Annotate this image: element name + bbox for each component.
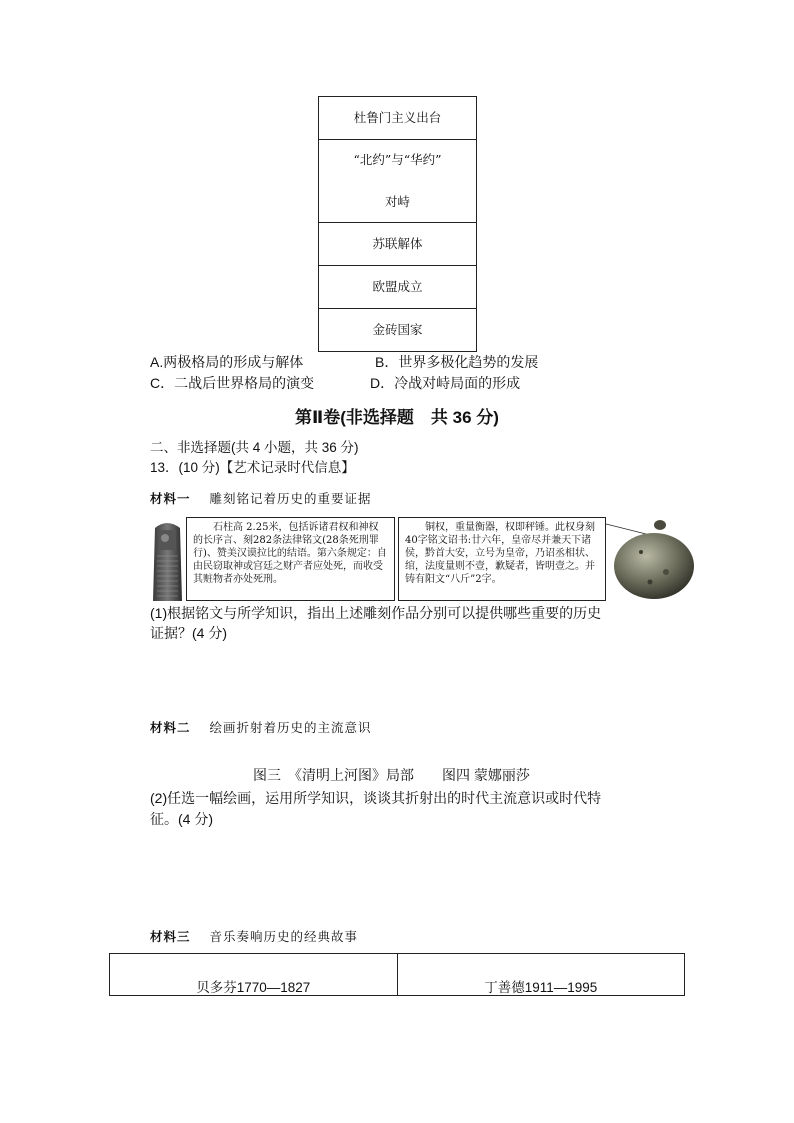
music-cell-beethoven: 贝多芬1770—1827 bbox=[196, 980, 311, 995]
material-2-text: 绘画折射着历史的主流意识 bbox=[209, 720, 372, 735]
option-d: D．冷战对峙局面的形成 bbox=[370, 375, 521, 391]
material-1-label: 材料一 bbox=[150, 491, 191, 506]
inscription-right-box: 铜权，重量衡器，权即秤锤。此权身刻40字铭文诏书:廿六年，皇帝尽并兼天下诸侯，黔首大安，立号为皇帝，乃诏丞相状、绾，法度量则不壹，歉疑者，皆明壹之。并铸有阳文“八斤”2字。 bbox=[398, 517, 606, 601]
material-3-text: 音乐奏响历史的经典故事 bbox=[209, 929, 359, 944]
material-1-heading bbox=[150, 489, 372, 507]
event-stack-box bbox=[318, 96, 477, 352]
stack-cell-nato-warsaw-line2: 对峙 bbox=[384, 194, 410, 209]
material-1-text: 雕刻铭记着历史的重要证据 bbox=[209, 491, 372, 506]
material-3-heading bbox=[150, 927, 358, 945]
section-heading: 二、非选择题(共 4 小题，共 36 分) bbox=[150, 440, 359, 455]
part-title: 第Ⅱ卷(非选择题 共 36 分) bbox=[295, 408, 499, 427]
inscription-left-box: 石柱高 2.25米，包括诉诸君权和神权的长序言、刻282条法律铭文(28条死刑罪行)、赞美汉谟拉比的结语。第六条规定：自由民窃取神或宫廷之财产者应处死，而收受其赃物者亦处死刑。 bbox=[186, 517, 395, 601]
stack-cell-eu: 欧盟成立 bbox=[319, 265, 476, 308]
stack-cell-nato-warsaw bbox=[319, 139, 476, 222]
question-13-2-line2: 征。(4 分) bbox=[150, 811, 213, 827]
stack-cell-brics: 金砖国家 bbox=[319, 308, 476, 351]
material-2-heading bbox=[150, 718, 372, 736]
question-13-heading: 13．(10 分)【艺术记录时代信息】 bbox=[150, 460, 355, 475]
option-a: A.两极格局的形成与解体 bbox=[150, 354, 304, 370]
music-cell-ding-shande: 丁善德1911—1995 bbox=[397, 954, 685, 995]
hammurabi-stele-image bbox=[151, 518, 184, 601]
stack-cell-soviet-collapse: 苏联解体 bbox=[319, 222, 476, 265]
stack-cell-truman: 杜鲁门主义出台 bbox=[353, 110, 442, 125]
bronze-weight-image bbox=[606, 512, 696, 602]
option-b: B．世界多极化趋势的发展 bbox=[375, 354, 539, 370]
music-table bbox=[109, 953, 685, 996]
stack-cell-nato-warsaw-line1: “北约”与“华约” bbox=[353, 152, 442, 167]
question-13-2-line1: (2)任选一幅绘画，运用所学知识，谈谈其折射出的时代主流意识或时代特 bbox=[150, 790, 602, 806]
material-2-label: 材料二 bbox=[150, 720, 191, 735]
option-c: C．二战后世界格局的演变 bbox=[150, 375, 315, 391]
question-13-1-line1: (1)根据铭文与所学知识，指出上述雕刻作品分别可以提供哪些重要的历史 bbox=[150, 605, 602, 621]
figure-caption: 图三 《清明上河图》局部 图四 蒙娜丽莎 bbox=[253, 767, 530, 783]
material-3-label: 材料三 bbox=[150, 929, 191, 944]
question-13-1-line2: 证据？(4 分) bbox=[150, 625, 227, 641]
